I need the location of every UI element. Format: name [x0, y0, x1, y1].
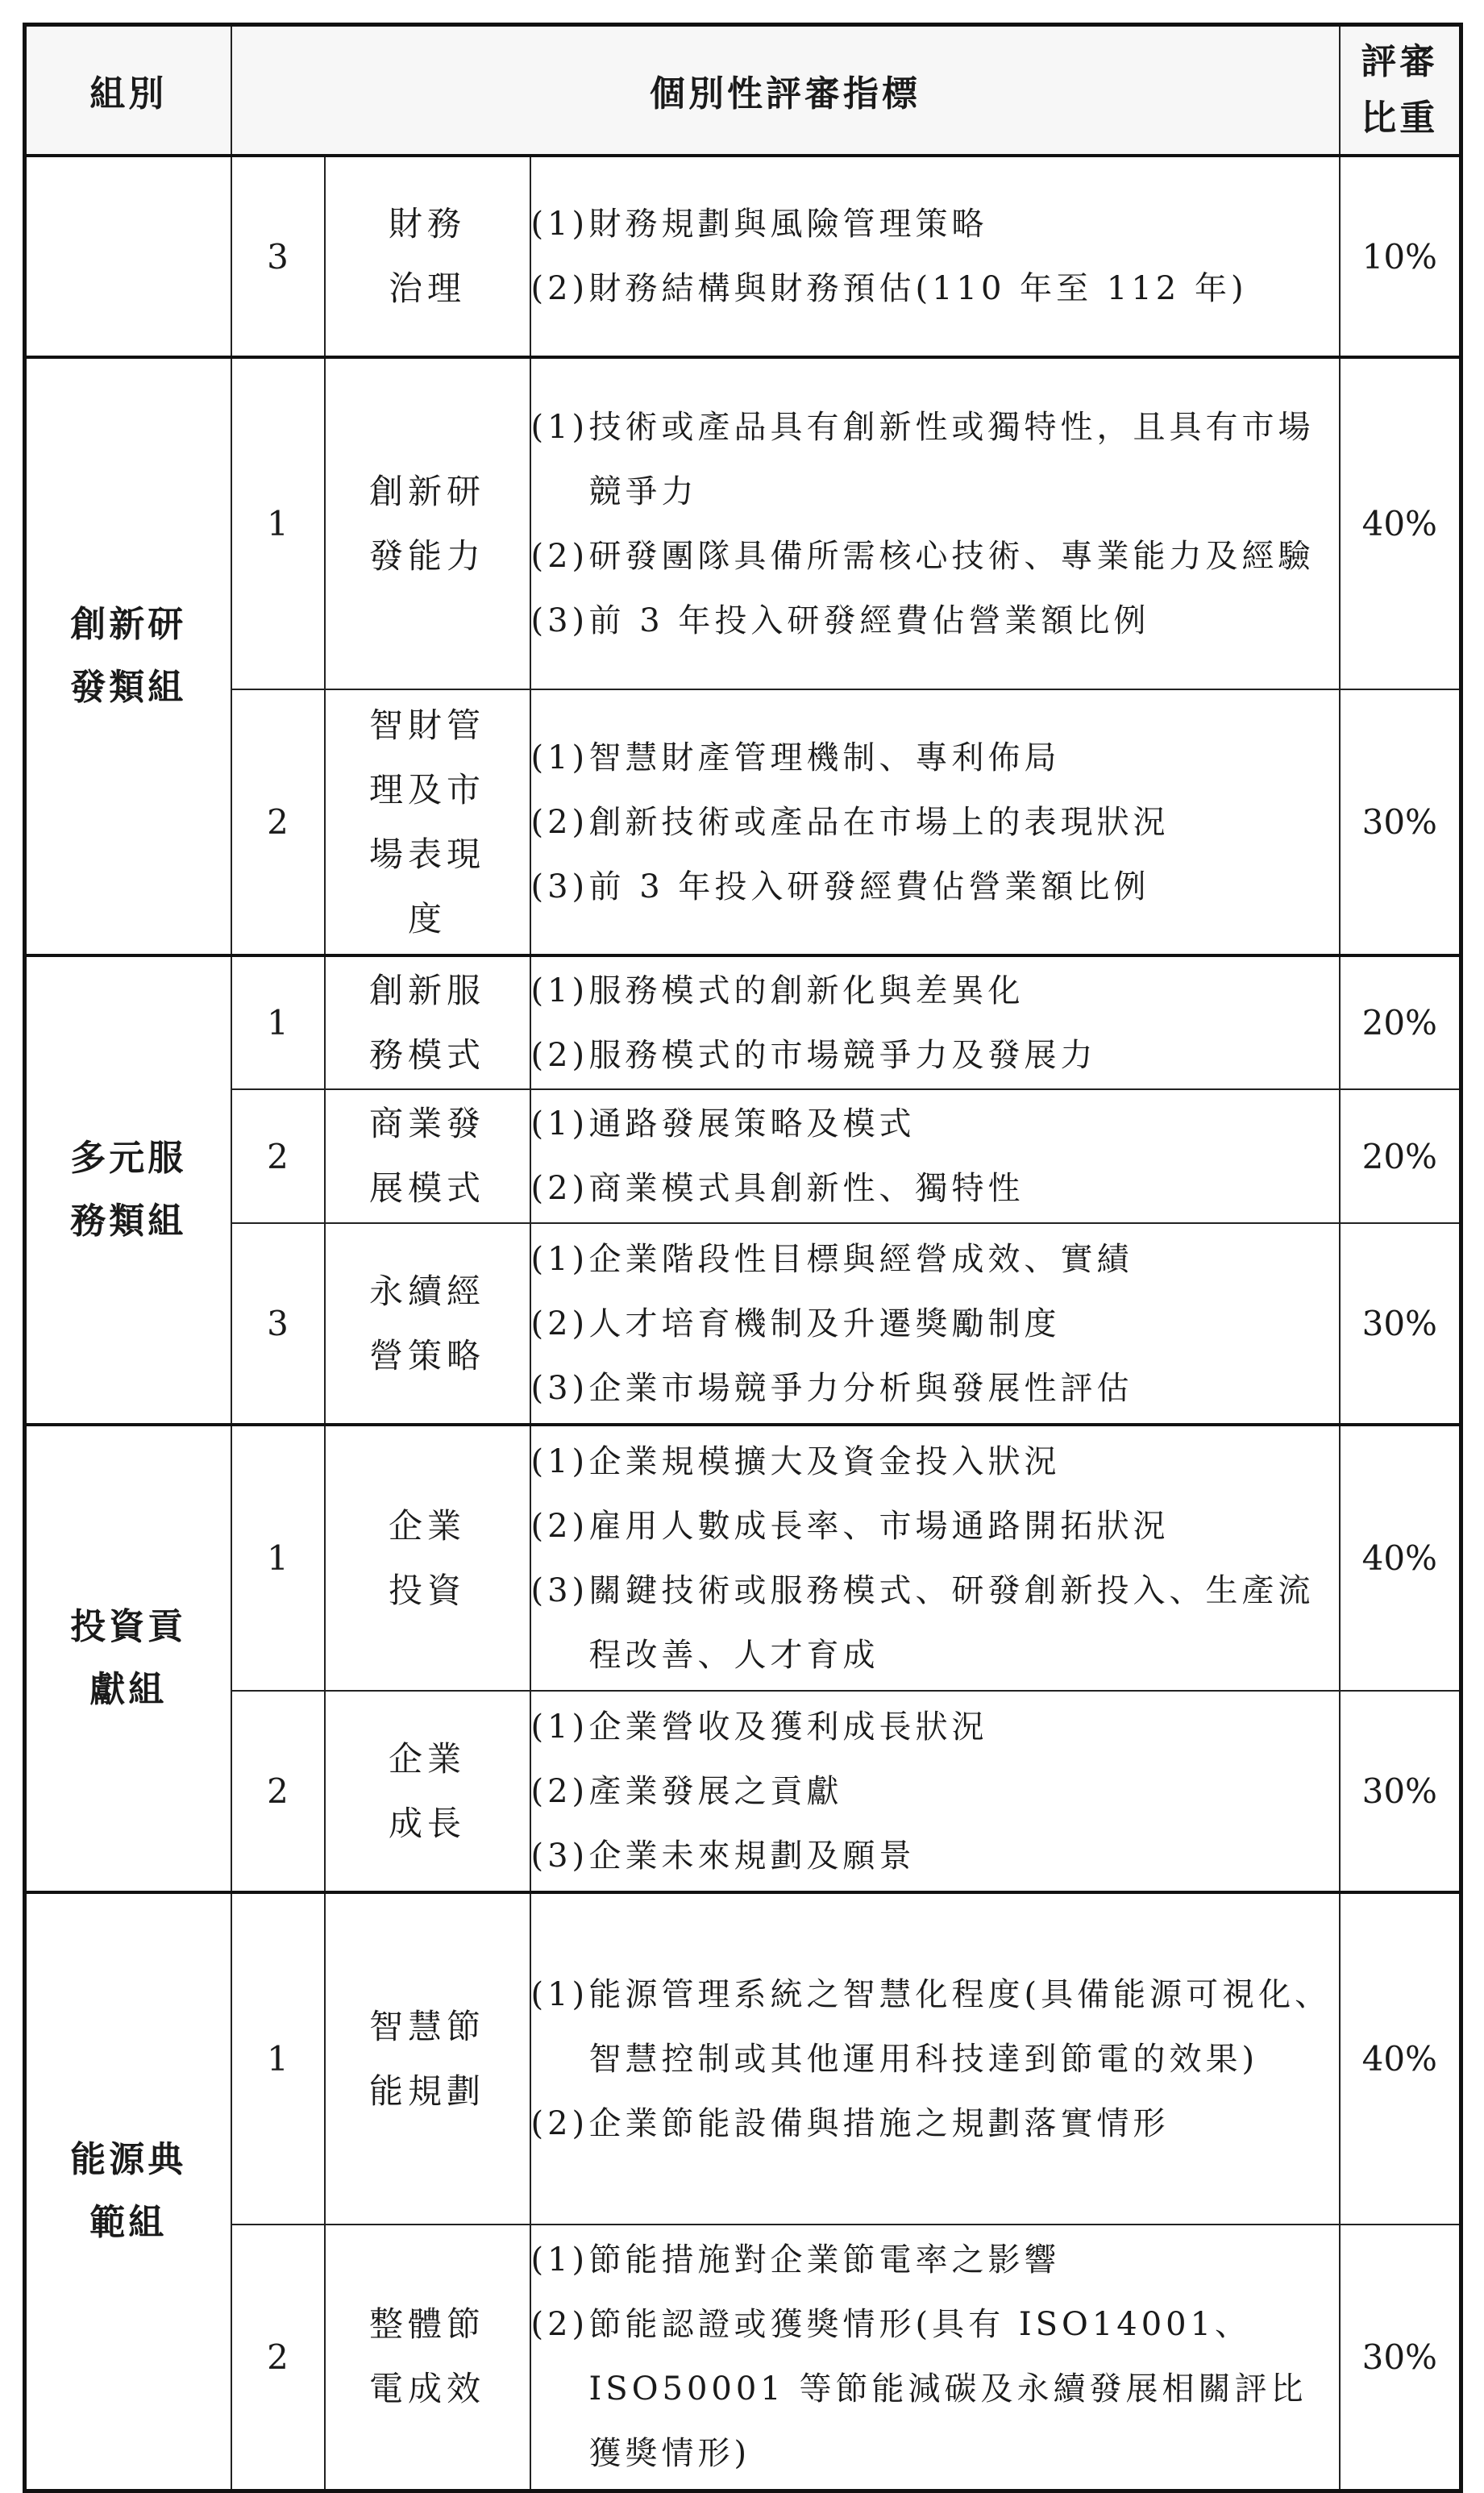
- group-column-header: 組別: [25, 25, 231, 156]
- item-number: 3: [231, 156, 325, 357]
- item-text: 人才培育機制及升遷獎勵制度: [588, 1305, 1061, 1342]
- list-item: [531, 1759, 1339, 1824]
- item-number: 2: [231, 1089, 325, 1223]
- group-name-cell: [25, 955, 231, 1425]
- indicator-name-line2: 展模式: [368, 1168, 485, 1208]
- item-text: 創新技術或產品在市場上的表現狀況: [588, 803, 1170, 841]
- item-label: (1): [530, 1105, 589, 1142]
- item-label: (2): [530, 803, 589, 841]
- item-text: 技術或產品具有創新性或獨特性，且具有市場競爭力: [588, 408, 1315, 510]
- item-label: (1): [530, 1240, 589, 1278]
- group-name-line2: 獻組: [89, 1669, 168, 1710]
- list-item: [531, 1695, 1339, 1759]
- indicator-name: [325, 1089, 530, 1223]
- list-item: [531, 1092, 1339, 1156]
- item-text: 能源管理系統之智慧化程度(具備能源可視化、智慧控制或其他運用科技達到節電的效果): [588, 1975, 1332, 2078]
- list-item: [531, 395, 1339, 524]
- list-item: [531, 2091, 1339, 2156]
- list-item: [531, 1292, 1339, 1356]
- indicator-name-line3: 場表現: [368, 834, 485, 874]
- group-name-line1: 能源典: [70, 2138, 187, 2180]
- indicator-name-line1: 企業: [388, 1505, 466, 1546]
- weight-value: 30%: [1340, 1223, 1461, 1425]
- table-row: [25, 357, 1461, 689]
- weight-value: 30%: [1340, 2225, 1461, 2491]
- table-row: [25, 156, 1461, 357]
- item-number: 2: [231, 689, 325, 955]
- indicator-name-line1: 企業: [388, 1738, 466, 1779]
- indicator-detail-list: [530, 1892, 1340, 2225]
- item-label: (1): [530, 408, 589, 446]
- group-name-cell: [25, 357, 231, 955]
- item-label: (3): [530, 1571, 589, 1609]
- item-label: (3): [530, 1837, 589, 1875]
- item-text: 服務模式的市場競爭力及發展力: [588, 1036, 1097, 1074]
- weight-value: 10%: [1340, 156, 1461, 357]
- item-text: 企業規模擴大及資金投入狀況: [588, 1442, 1061, 1480]
- list-item: [531, 1430, 1339, 1494]
- table-row: [25, 689, 1461, 955]
- item-text: 研發團隊具備所需核心技術、專業能力及經驗: [588, 537, 1315, 575]
- item-number: 1: [231, 1425, 325, 1691]
- item-number: 3: [231, 1223, 325, 1425]
- indicator-name: [325, 1425, 530, 1691]
- group-name-line1: 創新研: [70, 604, 187, 645]
- indicator-detail-list: [530, 2225, 1340, 2491]
- item-text: 服務模式的創新化與差異化: [588, 972, 1025, 1009]
- indicator-name: [325, 156, 530, 357]
- weight-header-line1: 評審: [1361, 41, 1439, 82]
- list-item: [531, 1227, 1339, 1292]
- table-row: [25, 2225, 1461, 2491]
- weight-value: 40%: [1340, 1425, 1461, 1691]
- list-item: [531, 1156, 1339, 1221]
- item-number: 2: [231, 1691, 325, 1892]
- item-label: (2): [530, 2306, 589, 2344]
- item-text: 雇用人數成長率、市場通路開拓狀況: [588, 1507, 1170, 1545]
- weight-value: 30%: [1340, 1691, 1461, 1892]
- indicator-name-line2: 營策略: [368, 1335, 485, 1376]
- evaluation-criteria-table: [23, 23, 1463, 2493]
- indicator-name-line2: 能規劃: [368, 2071, 485, 2111]
- indicator-detail-list: [530, 357, 1340, 689]
- item-label: (2): [530, 1036, 589, 1074]
- item-label: (1): [530, 972, 589, 1009]
- indicator-name: [325, 357, 530, 689]
- item-text: 企業市場競爭力分析與發展性評估: [588, 1369, 1133, 1407]
- list-item: [531, 959, 1339, 1023]
- group-name-line2: 範組: [89, 2201, 168, 2243]
- list-item: [531, 256, 1339, 321]
- list-item: [531, 1824, 1339, 1888]
- item-label: (1): [530, 1975, 589, 2013]
- indicator-name-line2: 務模式: [368, 1034, 485, 1075]
- list-item: [531, 726, 1339, 790]
- item-label: (1): [530, 206, 589, 243]
- item-label: (2): [530, 2104, 589, 2142]
- item-text: 商業模式具創新性、獨特性: [588, 1170, 1025, 1207]
- item-number: 1: [231, 357, 325, 689]
- item-label: (1): [530, 1442, 589, 1480]
- table-row: [25, 1691, 1461, 1892]
- indicator-detail-list: [530, 689, 1340, 955]
- item-text: 節能認證或獲獎情形(具有 ISO14001、ISO50001 等節能減碳及永續發展相關評比獲獎情形): [588, 2306, 1307, 2473]
- indicator-name: [325, 2225, 530, 2491]
- item-text: 財務結構與財務預估(110 年至 112 年): [588, 270, 1248, 307]
- group-name-cell: [25, 156, 231, 357]
- item-label: (2): [530, 537, 589, 575]
- indicator-name-line1: 商業發: [368, 1104, 485, 1143]
- indicator-detail-list: [530, 1691, 1340, 1892]
- list-item: [531, 192, 1339, 256]
- weight-value: 40%: [1340, 1892, 1461, 2225]
- list-item: [531, 2292, 1339, 2486]
- table-row: [25, 1223, 1461, 1425]
- group-name-cell: [25, 1425, 231, 1892]
- item-label: (2): [530, 270, 589, 307]
- indicator-name-line1: 智財管: [368, 705, 485, 745]
- table-row: [25, 1089, 1461, 1223]
- indicator-name: [325, 1892, 530, 2225]
- list-item: [531, 790, 1339, 855]
- list-item: [531, 524, 1339, 589]
- list-item: [531, 1023, 1339, 1088]
- table-row: [25, 1892, 1461, 2225]
- item-label: (3): [530, 868, 589, 905]
- group-name-line1: 多元服: [70, 1138, 187, 1179]
- indicator-name-line2: 治理: [388, 268, 466, 308]
- weight-header-line2: 比重: [1361, 98, 1439, 139]
- weight-value: 20%: [1340, 955, 1461, 1089]
- item-number: 1: [231, 955, 325, 1089]
- indicator-name: [325, 1223, 530, 1425]
- indicator-name-line2: 發能力: [368, 535, 485, 576]
- indicator-name: [325, 1691, 530, 1892]
- item-label: (1): [530, 1708, 589, 1746]
- indicator-name-line4: 度: [407, 898, 447, 939]
- indicator-name-line2: 理及市: [368, 769, 485, 809]
- list-item: [531, 2228, 1339, 2292]
- weight-column-header: [1340, 25, 1461, 156]
- indicator-name-line2: 電成效: [368, 2369, 485, 2409]
- item-text: 企業階段性目標與經營成效、實績: [588, 1240, 1133, 1278]
- indicator-name-line1: 整體節: [368, 2304, 485, 2345]
- item-number: 1: [231, 1892, 325, 2225]
- list-item: [531, 1559, 1339, 1688]
- item-text: 通路發展策略及模式: [588, 1105, 916, 1142]
- item-text: 財務規劃與風險管理策略: [588, 206, 988, 243]
- indicator-name-line2: 成長: [388, 1803, 466, 1843]
- item-text: 企業節能設備與措施之規劃落實情形: [588, 2104, 1170, 2142]
- document-page: [23, 23, 1459, 2493]
- table-row: [25, 1425, 1461, 1691]
- table-body: [25, 156, 1461, 2491]
- indicator-detail-list: [530, 1089, 1340, 1223]
- item-text: 前 3 年投入研發經費佔營業額比例: [588, 868, 1150, 905]
- item-text: 節能措施對企業節電率之影響: [588, 2241, 1061, 2279]
- item-text: 前 3 年投入研發經費佔營業額比例: [588, 601, 1150, 639]
- item-text: 產業發展之貢獻: [588, 1772, 843, 1810]
- list-item: [531, 1962, 1339, 2091]
- item-number: 2: [231, 2225, 325, 2491]
- indicator-name-line2: 投資: [388, 1570, 466, 1610]
- group-name-cell: [25, 1892, 231, 2491]
- group-name-line2: 務類組: [70, 1201, 187, 1242]
- indicator-name-line1: 智慧節: [368, 2006, 485, 2046]
- indicator-detail-list: [530, 1223, 1340, 1425]
- group-name-line1: 投資貢: [70, 1606, 187, 1647]
- list-item: [531, 1494, 1339, 1559]
- indicator-name-line1: 創新服: [368, 970, 485, 1010]
- indicator-detail-list: [530, 955, 1340, 1089]
- item-label: (1): [530, 2241, 589, 2279]
- table-header-row: [25, 25, 1461, 156]
- group-name-line2: 發類組: [70, 667, 187, 708]
- item-label: (1): [530, 739, 589, 776]
- weight-value: 40%: [1340, 357, 1461, 689]
- item-label: (2): [530, 1507, 589, 1545]
- table-row: [25, 955, 1461, 1089]
- item-text: 智慧財產管理機制、專利佈局: [588, 739, 1061, 776]
- item-text: 關鍵技術或服務模式、研發創新投入、生產流程改善、人才育成: [588, 1571, 1315, 1674]
- item-text: 企業未來規劃及願景: [588, 1837, 916, 1875]
- item-label: (2): [530, 1305, 589, 1342]
- indicator-detail-list: [530, 1425, 1340, 1691]
- list-item: [531, 1356, 1339, 1421]
- item-text: 企業營收及獲利成長狀況: [588, 1708, 988, 1746]
- list-item: [531, 855, 1339, 919]
- indicator-column-header: 個別性評審指標: [231, 25, 1340, 156]
- item-label: (2): [530, 1170, 589, 1207]
- item-label: (3): [530, 1369, 589, 1407]
- indicator-name-line1: 創新研: [368, 471, 485, 511]
- list-item: [531, 589, 1339, 653]
- weight-value: 20%: [1340, 1089, 1461, 1223]
- indicator-detail-list: [530, 156, 1340, 357]
- item-label: (3): [530, 601, 589, 639]
- indicator-name: [325, 955, 530, 1089]
- item-label: (2): [530, 1772, 589, 1810]
- weight-value: 30%: [1340, 689, 1461, 955]
- indicator-name-line1: 財務: [388, 204, 466, 243]
- indicator-name: [325, 689, 530, 955]
- indicator-name-line1: 永續經: [368, 1271, 485, 1311]
